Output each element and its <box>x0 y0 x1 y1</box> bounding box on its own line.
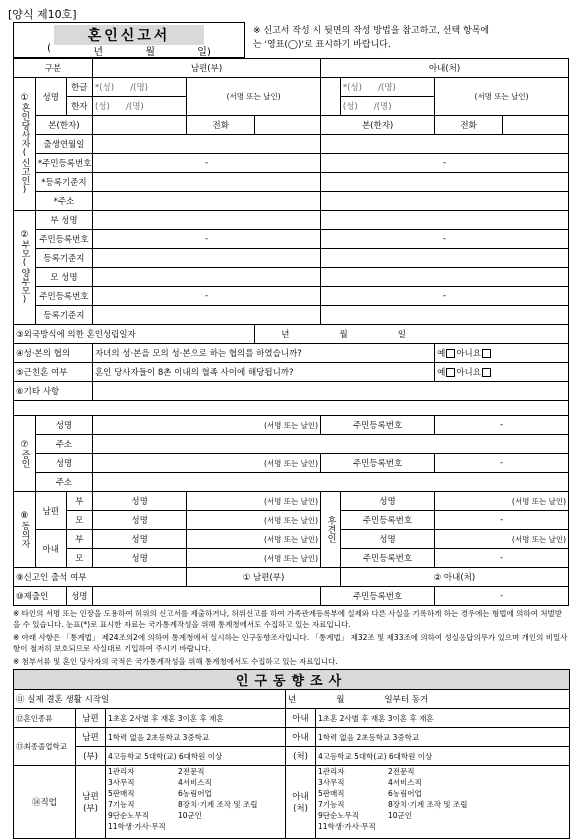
hangul-label: 한글 <box>66 78 92 97</box>
r3-date[interactable]: 년 월 일 <box>255 325 569 344</box>
mother-regbase-label: 등록기준지 <box>35 306 92 325</box>
consent-wife: 아내 <box>35 530 66 568</box>
sec9-opt2[interactable]: ② 아내(처) <box>340 568 568 587</box>
w1-name-label: 성명 <box>35 416 92 435</box>
wife-rrn[interactable]: - <box>321 154 569 173</box>
c4-mother: 모 <box>66 549 92 568</box>
wife-father-rrn[interactable]: - <box>321 230 569 249</box>
note-1: ※ 타인의 서명 또는 인장을 도용하여 허위의 신고서를 제출하거나, 허위신고를 하여 가족관계등록부에 실제와 다른 사실을 기록하게 하는 경우에는 형법에 의하여 처벌받을 수 있습니다. 눈표(*)로 표시한 자료는 국가통계작성을 위해 통계청에서도 수집하고 있는 자료입니다. <box>13 609 563 629</box>
date-day: 일) <box>197 47 211 58</box>
stats-table <box>13 669 570 839</box>
sec10-name-label: 성명 <box>66 587 92 606</box>
husband-sign[interactable]: (서명 또는 날인) <box>187 78 321 116</box>
husband-mother-rrn[interactable]: - <box>92 287 320 306</box>
g1-rrn[interactable]: - <box>435 511 569 530</box>
r5-label: ⑤근친혼 여부 <box>14 363 93 382</box>
husband-father-name[interactable] <box>92 211 320 230</box>
g2-rrn[interactable]: - <box>435 549 569 568</box>
name-label: 성명 <box>35 78 66 116</box>
father-rrn-label: 주민등록번호 <box>35 230 92 249</box>
sec10-rrn-label: 주민등록번호 <box>321 587 435 606</box>
r3-label: ③외국방식에 의한 혼인성립일자 <box>14 325 255 344</box>
w2-addr[interactable] <box>92 473 568 492</box>
w2-sign[interactable]: (서명 또는 날인) <box>92 454 320 473</box>
g2-name-label: 성명 <box>340 530 434 549</box>
w1-sign[interactable]: (서명 또는 날인) <box>92 416 320 435</box>
q14-wife-jobs[interactable] <box>316 766 570 839</box>
r5-answer[interactable]: 예 아니요 <box>435 363 569 382</box>
g2-rrn-label: 주민등록번호 <box>340 549 434 568</box>
c4-name-label: 성명 <box>92 549 186 568</box>
g1-sign[interactable]: (서명 또는 날인) <box>435 492 569 511</box>
r4-no-check[interactable] <box>482 349 491 358</box>
q13-w-row1[interactable]: 1학력 없음 2초등학교 3중학교 <box>316 728 570 747</box>
sec7-label: ⑦증인 <box>14 416 36 492</box>
c3-father: 부 <box>66 530 92 549</box>
stats-title: 인구동향조사 <box>14 670 570 690</box>
sec10-rrn[interactable]: - <box>435 587 569 606</box>
sec2-label: ②부모(양부모) <box>14 211 36 325</box>
husband-addr[interactable] <box>92 192 320 211</box>
w2-name-label: 성명 <box>35 454 92 473</box>
w1-addr[interactable] <box>92 435 568 454</box>
birth-label: 출생연월일 <box>35 135 92 154</box>
r4-answer[interactable]: 예 아니요 <box>435 344 569 363</box>
w-jobs-col1: 1관리자 3사무직 5판매직 7기능직 9단순노무직 11학생·가사·무직 <box>318 767 376 831</box>
date-month: 월 <box>145 47 155 58</box>
husband-father-regbase[interactable] <box>92 249 320 268</box>
r5-question: 혼인 당사자들이 8촌 이내의 혈족 사이에 해당됩니까? <box>92 363 434 382</box>
form-title: 혼인신고서 <box>54 25 204 45</box>
form-header <box>13 22 569 58</box>
h-jobs-col2: 2전문직 4서비스직 6농림어업 8장치·기계 조작 및 조립 10군인 <box>178 767 258 820</box>
wife-phone-label: 전화 <box>435 116 503 135</box>
regbase-label: *등록기준지 <box>35 173 92 192</box>
wife-sign[interactable]: (서명 또는 날인) <box>435 78 569 116</box>
date-year: 년 <box>93 47 104 58</box>
wife-addr[interactable] <box>321 192 569 211</box>
main-form-table <box>13 58 569 606</box>
q14-husband: 남편 (부) <box>76 766 106 839</box>
c3-name-label: 성명 <box>92 530 186 549</box>
notice-line-2: 는 '영표(◯)'로 표시하기 바랍니다. <box>253 40 391 50</box>
c1-sign[interactable]: (서명 또는 날인) <box>187 492 321 511</box>
wife-regbase[interactable] <box>321 173 569 192</box>
col-gubun: 구분 <box>14 59 93 78</box>
husband-birth[interactable] <box>92 135 320 154</box>
h-jobs-col1: 1관리자 3사무직 5판매직 7기능직 9단순노무직 11학생·가사·무직 <box>108 767 166 831</box>
w-jobs-col2: 2전문직 4서비스직 6농림어업 8장치·기계 조작 및 조립 10군인 <box>388 767 468 820</box>
c4-sign[interactable]: (서명 또는 날인) <box>187 549 321 568</box>
husband-name-hanja[interactable]: (성) /(명) <box>92 97 186 116</box>
addr-label: *주소 <box>35 192 92 211</box>
col-wife: 아내(처) <box>321 59 569 78</box>
father-regbase-label: 등록기준지 <box>35 249 92 268</box>
husband-rrn[interactable]: - <box>92 154 320 173</box>
notice-line-1: ※ 신고서 작성 시 뒷면의 작성 방법을 참고하고, 선택 항목에 <box>253 26 490 36</box>
w1-rrn-label: 주민등록번호 <box>321 416 435 435</box>
sec1-label: ①혼인당사자(신고인) <box>14 78 36 211</box>
report-date[interactable] <box>14 43 244 58</box>
sec10-label: ⑩제출인 <box>14 587 67 606</box>
wife-name-hangul[interactable]: *(성) /(명) <box>340 78 434 97</box>
q12-husband-opts[interactable]: 1초혼 2사별 후 재혼 3이혼 후 재혼 <box>106 709 286 728</box>
r5-no-check[interactable] <box>482 368 491 377</box>
g1-name-label: 성명 <box>340 492 434 511</box>
c1-name-label: 성명 <box>92 492 186 511</box>
q13-w-row2[interactable]: 4고등학교 5대학(교) 6대학원 이상 <box>316 747 570 766</box>
title-box <box>13 22 245 58</box>
note-2: ※ 아래 사항은 「통계법」 제24조의2에 의하여 통계청에서 실시하는 인구동향조사입니다. 「통계법」 제32조 및 제33조에 의하여 성실응답의무가 있으며 개인의 비밀사항이 철저히 보호되므로 사실대로 기입하여 주시기 바랍니다. <box>13 633 568 653</box>
q12-wife-opts[interactable]: 1초혼 2사별 후 재혼 3이혼 후 재혼 <box>316 709 570 728</box>
husband-regbase[interactable] <box>92 173 320 192</box>
hanja-label: 한자 <box>66 97 92 116</box>
r6-content[interactable] <box>92 382 568 401</box>
note-3: ※ 첨부서류 및 혼인 당사자의 국적은 국가통계작성을 위해 통계청에서도 수집하고 있는 자료입니다. <box>13 657 338 666</box>
w2-rrn-label: 주민등록번호 <box>321 454 435 473</box>
col-husband: 남편(부) <box>92 59 320 78</box>
r6-extra[interactable] <box>14 401 569 416</box>
bon-label: 본(한자) <box>35 116 92 135</box>
column-header-row <box>14 59 569 78</box>
date-open: ( <box>47 43 52 54</box>
q14-wife: 아내 (처) <box>286 766 316 839</box>
q14-label: ⑭직업 <box>14 766 76 839</box>
mother-rrn-label: 주민등록번호 <box>35 287 92 306</box>
husband-bon[interactable] <box>92 116 186 135</box>
guardian-label: 후견인 <box>321 492 341 568</box>
sec9-label: ⑨신고인 출석 여부 <box>14 568 187 587</box>
q13-husband-bu: (부) <box>76 747 106 766</box>
husband-father-rrn[interactable]: - <box>92 230 320 249</box>
instruction-notice <box>253 24 569 52</box>
q13-h-row1[interactable]: 1학력 없음 2초등학교 3중학교 <box>106 728 286 747</box>
c1-father: 부 <box>66 492 92 511</box>
q13-h-row2[interactable]: 4고등학교 5대학(교) 6대학원 이상 <box>106 747 286 766</box>
w2-addr-label: 주소 <box>35 473 92 492</box>
q13-wife: 아내 <box>286 728 316 747</box>
q14-husband-jobs[interactable] <box>106 766 286 839</box>
wife-birth[interactable] <box>321 135 569 154</box>
sec8-label: ⑧동의자 <box>14 492 36 568</box>
wife-mother-regbase[interactable] <box>321 306 569 325</box>
r6-label: ⑥기타 사항 <box>14 382 93 401</box>
husband-phone[interactable] <box>255 116 321 135</box>
w1-addr-label: 주소 <box>35 435 92 454</box>
consent-husband: 남편 <box>35 492 66 530</box>
wife-father-regbase[interactable] <box>321 249 569 268</box>
form-number: [양식 제10호] <box>8 8 77 21</box>
r4-yes-check[interactable] <box>446 349 455 358</box>
q13-husband: 남편 <box>76 728 106 747</box>
r4-question: 자녀의 성·본을 모의 성·본으로 하는 협의를 하였습니까? <box>92 344 434 363</box>
c2-mother: 모 <box>66 511 92 530</box>
husband-phone-label: 전화 <box>187 116 255 135</box>
g2-sign[interactable]: (서명 또는 날인) <box>435 530 569 549</box>
sec10-name[interactable] <box>92 587 320 606</box>
c3-sign[interactable]: (서명 또는 날인) <box>187 530 321 549</box>
g1-rrn-label: 주민등록번호 <box>340 511 434 530</box>
q13-label: ⑬최종졸업학교 <box>14 728 76 766</box>
wife-phone[interactable] <box>503 116 569 135</box>
mother-name-label: 모 성명 <box>35 268 92 287</box>
r5-yes-check[interactable] <box>446 368 455 377</box>
wife-father-name[interactable] <box>321 211 569 230</box>
q12-wife: 아내 <box>286 709 316 728</box>
spacer <box>321 78 341 116</box>
rrn-label: *주민등록번호 <box>35 154 92 173</box>
w1-rrn[interactable]: - <box>435 416 569 435</box>
husband-mother-regbase[interactable] <box>92 306 320 325</box>
father-name-label: 부 성명 <box>35 211 92 230</box>
q12-label: ⑫혼인종류 <box>14 709 76 728</box>
marriage-report-form <box>13 22 569 839</box>
husband-mother-name[interactable] <box>92 268 320 287</box>
wife-mother-rrn[interactable]: - <box>321 287 569 306</box>
r4-label: ④성·본의 협의 <box>14 344 93 363</box>
q11-label: ⑪ 실제 결혼 생활 시작일 <box>14 690 286 709</box>
wife-mother-name[interactable] <box>321 268 569 287</box>
wife-name-hanja[interactable]: (성) /(명) <box>340 97 434 116</box>
q12-husband: 남편 <box>76 709 106 728</box>
husband-name-hangul[interactable]: *(성) /(명) <box>92 78 186 97</box>
c2-sign[interactable]: (서명 또는 날인) <box>187 511 321 530</box>
q13-wife-cheo: (처) <box>286 747 316 766</box>
q11-date[interactable]: 년 월 일부터 동거 <box>286 690 570 709</box>
w2-rrn[interactable]: - <box>435 454 569 473</box>
sec9-opt1[interactable]: ① 남편(부) <box>187 568 341 587</box>
wife-bon-label: 본(한자) <box>321 116 435 135</box>
c2-name-label: 성명 <box>92 511 186 530</box>
